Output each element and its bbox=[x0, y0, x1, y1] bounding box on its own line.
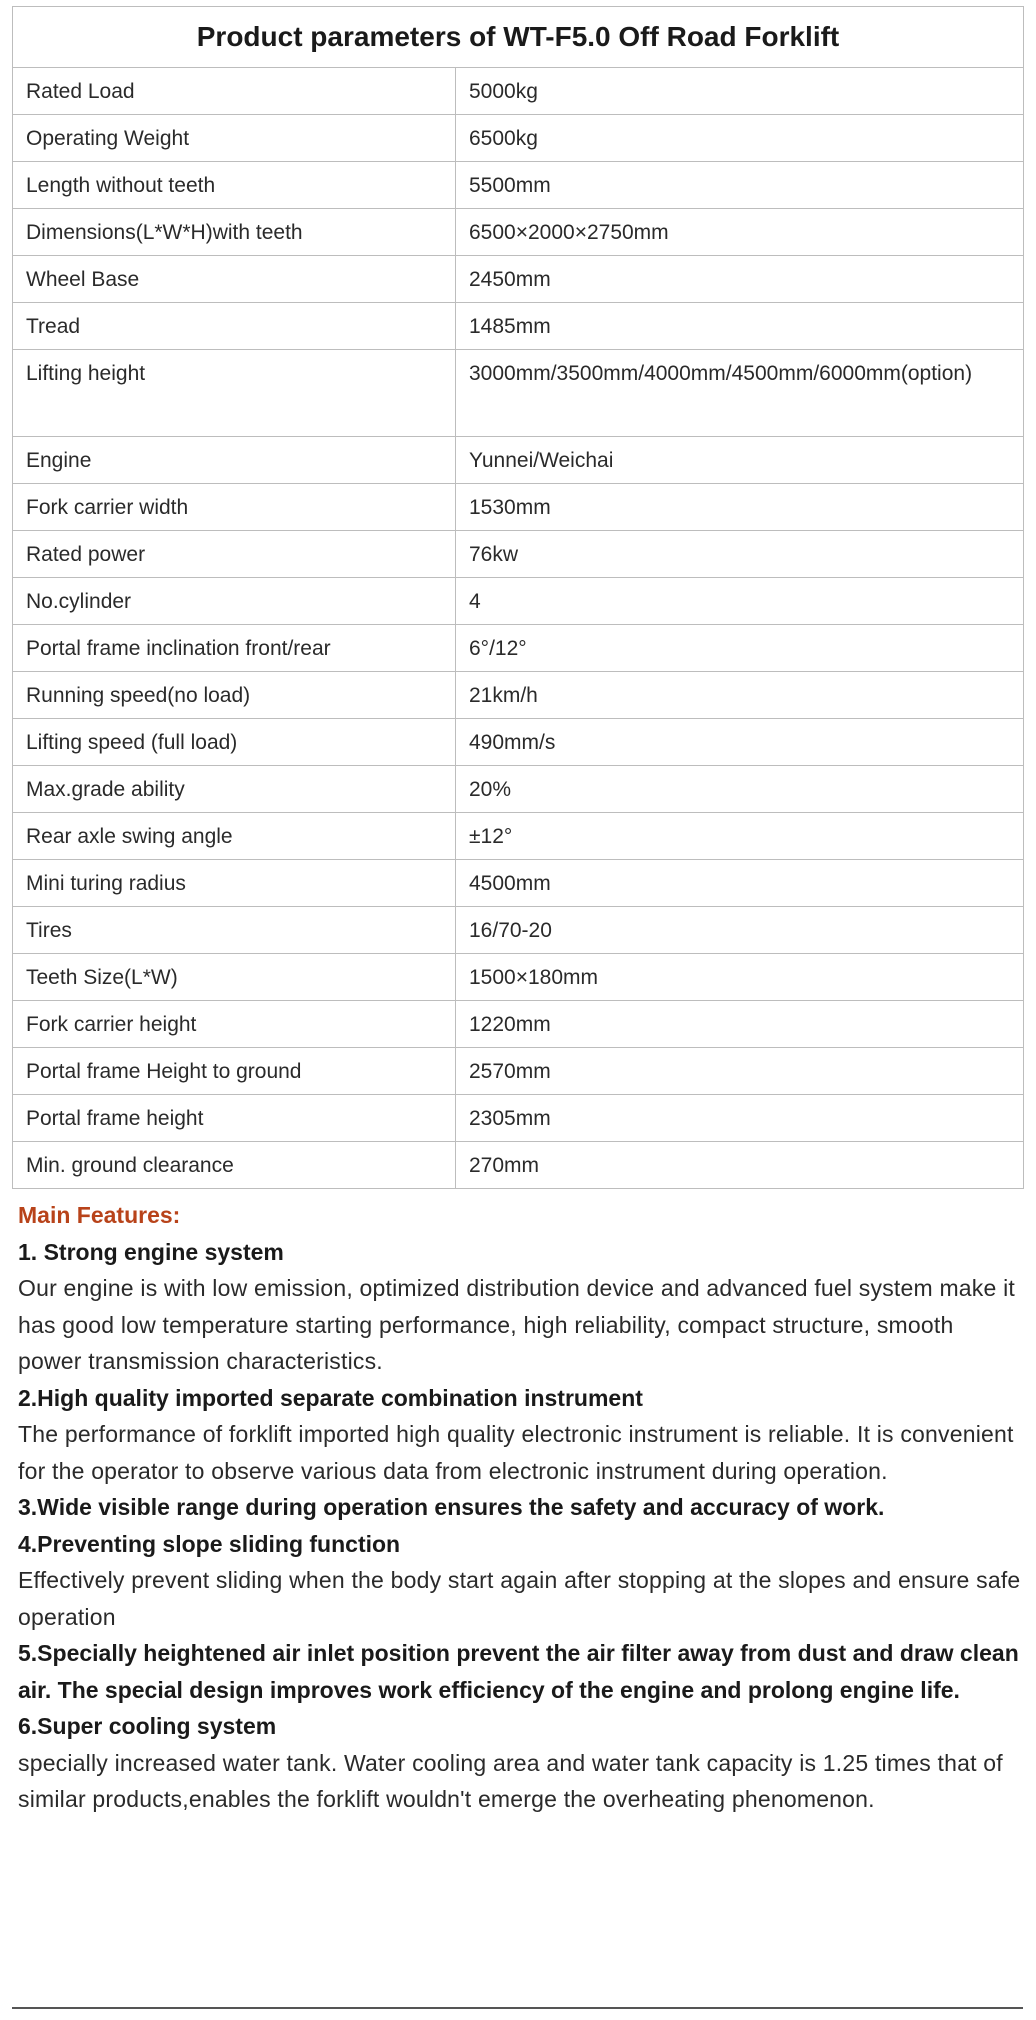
feature-title: 4.Preventing slope sliding function bbox=[18, 1530, 401, 1557]
param-value: 2570mm bbox=[456, 1048, 1024, 1095]
feature-title: 3.Wide visible range during operation ensures the safety and accuracy of work. bbox=[18, 1494, 885, 1520]
param-value: 2450mm bbox=[456, 256, 1024, 303]
param-label: Dimensions(L*W*H)with teeth bbox=[13, 209, 456, 256]
table-header-row bbox=[13, 7, 1024, 68]
table-row bbox=[13, 115, 1024, 162]
table-row bbox=[13, 1095, 1024, 1142]
table-row bbox=[13, 162, 1024, 209]
param-value: 1530mm bbox=[456, 484, 1024, 531]
param-value: 76kw bbox=[456, 531, 1024, 578]
table-row bbox=[13, 1142, 1024, 1189]
param-value: 5000kg bbox=[456, 68, 1024, 115]
feature-text: Our engine is with low emission, optimized distribution device and advanced fuel system make it has good low temperature starting performance, high reliability, compact structure, smooth power transmission characteristics. bbox=[18, 1275, 1015, 1374]
param-value: 490mm/s bbox=[456, 719, 1024, 766]
param-label: Max.grade ability bbox=[13, 766, 456, 813]
table-row bbox=[13, 68, 1024, 115]
param-label: Lifting height bbox=[13, 350, 456, 437]
table-row bbox=[13, 1001, 1024, 1048]
bottom-divider bbox=[12, 2007, 1023, 2009]
feature-title: 5.Specially heightened air inlet position prevent the air filter away from dust and draw clean air. The special design improves work efficiency of the engine and prolong engine life. bbox=[18, 1640, 1019, 1703]
param-value: 20% bbox=[456, 766, 1024, 813]
param-label: Min. ground clearance bbox=[13, 1142, 456, 1189]
table-row bbox=[13, 907, 1024, 954]
param-label: Rear axle swing angle bbox=[13, 813, 456, 860]
table-row bbox=[13, 719, 1024, 766]
table-row bbox=[13, 625, 1024, 672]
param-label: Tires bbox=[13, 907, 456, 954]
table-row bbox=[13, 813, 1024, 860]
param-value: 1220mm bbox=[456, 1001, 1024, 1048]
param-value: 6°/12° bbox=[456, 625, 1024, 672]
feature-text: specially increased water tank. Water cooling area and water tank capacity is 1.25 times that of similar products,enables the forklift wouldn't emerge the overheating phenomenon. bbox=[18, 1749, 1003, 1812]
table-title: Product parameters of WT-F5.0 Off Road Forklift bbox=[13, 7, 1024, 68]
param-label: Portal frame Height to ground bbox=[13, 1048, 456, 1095]
features-heading: Main Features: bbox=[18, 1202, 181, 1228]
spec-table bbox=[12, 6, 1024, 1189]
param-value: 6500×2000×2750mm bbox=[456, 209, 1024, 256]
table-row bbox=[13, 766, 1024, 813]
table-row bbox=[13, 350, 1024, 437]
table-row bbox=[13, 860, 1024, 907]
param-value: 2305mm bbox=[456, 1095, 1024, 1142]
param-label: Engine bbox=[13, 437, 456, 484]
param-value: Yunnei/Weichai bbox=[456, 437, 1024, 484]
table-row bbox=[13, 672, 1024, 719]
param-label: Lifting speed (full load) bbox=[13, 719, 456, 766]
param-value: 4500mm bbox=[456, 860, 1024, 907]
table-row bbox=[13, 437, 1024, 484]
param-value: ±12° bbox=[456, 813, 1024, 860]
param-label: Fork carrier width bbox=[13, 484, 456, 531]
param-label: No.cylinder bbox=[13, 578, 456, 625]
param-label: Running speed(no load) bbox=[13, 672, 456, 719]
param-label: Wheel Base bbox=[13, 256, 456, 303]
param-label: Length without teeth bbox=[13, 162, 456, 209]
param-label: Tread bbox=[13, 303, 456, 350]
param-value: 1500×180mm bbox=[456, 954, 1024, 1001]
param-value: 1485mm bbox=[456, 303, 1024, 350]
param-value: 270mm bbox=[456, 1142, 1024, 1189]
param-value: 16/70-20 bbox=[456, 907, 1024, 954]
table-row bbox=[13, 256, 1024, 303]
param-label: Mini turing radius bbox=[13, 860, 456, 907]
param-label: Rated power bbox=[13, 531, 456, 578]
param-label: Teeth Size(L*W) bbox=[13, 954, 456, 1001]
table-row bbox=[13, 578, 1024, 625]
table-row bbox=[13, 303, 1024, 350]
param-value: 4 bbox=[456, 578, 1024, 625]
feature-text: Effectively prevent sliding when the body start again after stopping at the slopes and ensure safe operation bbox=[18, 1567, 1021, 1630]
param-value: 5500mm bbox=[456, 162, 1024, 209]
feature-title: 1. Strong engine system bbox=[18, 1238, 284, 1265]
table-row bbox=[13, 1048, 1024, 1095]
param-label: Portal frame inclination front/rear bbox=[13, 625, 456, 672]
table-row bbox=[13, 484, 1024, 531]
feature-text: The performance of forklift imported high quality electronic instrument is reliable. It is convenient for the operator to observe various data from electronic instrument during operation. bbox=[18, 1421, 1014, 1484]
param-label: Rated Load bbox=[13, 68, 456, 115]
feature-title: 2.High quality imported separate combination instrument bbox=[18, 1384, 643, 1411]
param-value: 3000mm/3500mm/4000mm/4500mm/6000mm(option) bbox=[456, 350, 1024, 437]
param-value: 21km/h bbox=[456, 672, 1024, 719]
feature-title: 6.Super cooling system bbox=[18, 1713, 277, 1739]
param-label: Fork carrier height bbox=[13, 1001, 456, 1048]
features-section bbox=[18, 1197, 1023, 1818]
param-label: Operating Weight bbox=[13, 115, 456, 162]
table-row bbox=[13, 531, 1024, 578]
param-value: 6500kg bbox=[456, 115, 1024, 162]
table-row bbox=[13, 209, 1024, 256]
param-label: Portal frame height bbox=[13, 1095, 456, 1142]
table-row bbox=[13, 954, 1024, 1001]
